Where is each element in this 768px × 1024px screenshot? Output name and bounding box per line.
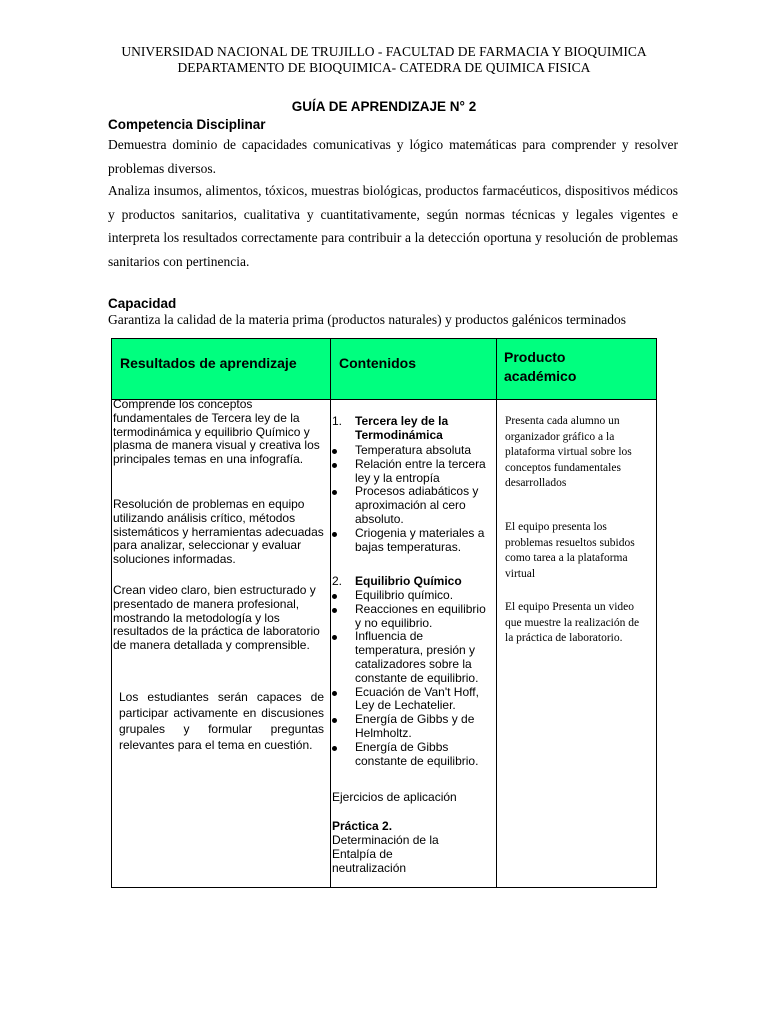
- list-item: [332, 527, 494, 555]
- list-item-text: Criogenia y materiales a bajas temperaturas.: [355, 525, 485, 554]
- contenido-section-2: [332, 575, 494, 589]
- bullet-icon: [332, 608, 337, 613]
- section-number: 2.: [332, 574, 343, 588]
- contenido-section-1: [332, 415, 494, 443]
- producto-2: El equipo presenta los problemas resueltos subidos como tarea a la plataforma virtual: [505, 521, 635, 580]
- bullet-icon: [332, 449, 337, 454]
- list-item: [332, 603, 494, 631]
- competencia-heading: Competencia Disciplinar: [108, 117, 266, 132]
- list-item-text: Reacciones en equilibrio y no equilibrio.: [355, 601, 486, 630]
- resultado-3: Crean video claro, bien estructurado y presentado de manera profesional, mostrando la metodología y los resultados de la práctica de laboratorio de manera detallada y comprensible.: [113, 583, 320, 653]
- list-item: [332, 686, 494, 714]
- section-number: 1.: [332, 414, 343, 428]
- list-item: [332, 444, 494, 458]
- header-resultados: Resultados de aprendizaje: [120, 355, 297, 371]
- competencia-paragraph-1: Demuestra dominio de capacidades comunicativas y lógico matemáticas para comprender y resolver problemas diversos.: [108, 137, 678, 176]
- list-item-text: Equilibrio químico.: [355, 588, 454, 602]
- section-title: Equilibrio Químico: [355, 574, 462, 588]
- capacidad-heading: Capacidad: [108, 296, 177, 311]
- section-title: Tercera ley de la Termodinámica: [355, 414, 449, 442]
- header-producto: Producto académico: [504, 349, 577, 384]
- list-item: [332, 630, 494, 685]
- column-divider: [496, 339, 497, 887]
- list-item-text: Energía de Gibbs constante de equilibrio.: [355, 739, 479, 768]
- bullet-icon: [332, 594, 337, 599]
- list-item-text: Temperatura absoluta: [355, 443, 472, 457]
- bullet-icon: [332, 490, 337, 495]
- contenido-list-1: [332, 444, 494, 554]
- list-item: [332, 458, 494, 486]
- capacidad-text: Garantiza la calidad de la materia prima (productos naturales) y productos galénicos terminados: [108, 312, 627, 327]
- practica-title: Práctica 2.: [332, 819, 393, 833]
- list-item: [332, 589, 494, 603]
- learning-table: [111, 338, 657, 888]
- competencia-paragraph-2: Analiza insumos, alimentos, tóxicos, muestras biológicas, productos farmacéuticos, dispositivos médicos y productos sanitarios, cualitativa y cuantitativamente, según normas técnicas y legales vigentes e interpreta los resultados correctamente para contribuir a la detección oportuna y resolución de problemas sanitarios con pertinencia.: [108, 183, 678, 269]
- header-contenidos: Contenidos: [339, 355, 416, 371]
- bullet-icon: [332, 718, 337, 723]
- bullet-icon: [332, 746, 337, 751]
- list-item: [332, 485, 494, 526]
- column-divider: [330, 339, 331, 887]
- list-item: [332, 741, 494, 769]
- list-item-text: Procesos adiabáticos y aproximación al cero absoluto.: [355, 484, 479, 526]
- ejercicios-text: Ejercicios de aplicación: [332, 790, 457, 804]
- department-header: DEPARTAMENTO DE BIOQUIMICA- CATEDRA DE QUIMICA FISICA: [177, 60, 591, 75]
- bullet-icon: [332, 691, 337, 696]
- bullet-icon: [332, 532, 337, 537]
- guide-title: GUÍA DE APRENDIZAJE N° 2: [291, 99, 477, 114]
- list-item: [332, 713, 494, 741]
- producto-1: Presenta cada alumno un organizador gráfico a la plataforma virtual sobre los conceptos fundamentales desarrollados: [505, 415, 632, 489]
- list-item-text: Energía de Gibbs y de Helmholtz.: [355, 712, 475, 740]
- resultado-2: Resolución de problemas en equipo utilizando análisis crítico, métodos sistemáticos y herramientas adecuadas para analizar, seleccionar y evaluar soluciones informadas.: [113, 497, 324, 567]
- contenido-list-2: [332, 589, 494, 768]
- resultado-4: Los estudiantes serán capaces de participar activamente en discusiones grupales y formular preguntas relevantes para el tema en cuestión.: [119, 690, 324, 752]
- university-header: UNIVERSIDAD NACIONAL DE TRUJILLO - FACULTAD DE FARMACIA Y BIOQUIMICA: [121, 44, 647, 59]
- list-item-text: Ecuación de Van't Hoff, Ley de Lechatelier.: [355, 684, 479, 713]
- list-item-text: Influencia de temperatura, presión y catalizadores sobre la constante de equilibrio.: [355, 629, 479, 685]
- resultado-1: Comprende los conceptos fundamentales de Tercera ley de la termodinámica y equilibrio Químico y plasma de manera visual y creativa los principales temas en una infografía.: [113, 397, 320, 467]
- list-item-text: Relación entre la tercera ley y la entropía: [355, 456, 486, 485]
- bullet-icon: [332, 635, 337, 640]
- practica-description: Determinación de la Entalpía de neutralización: [332, 833, 439, 875]
- bullet-icon: [332, 463, 337, 468]
- producto-3: El equipo Presenta un video que muestre la realización de la práctica de laboratorio.: [505, 601, 640, 644]
